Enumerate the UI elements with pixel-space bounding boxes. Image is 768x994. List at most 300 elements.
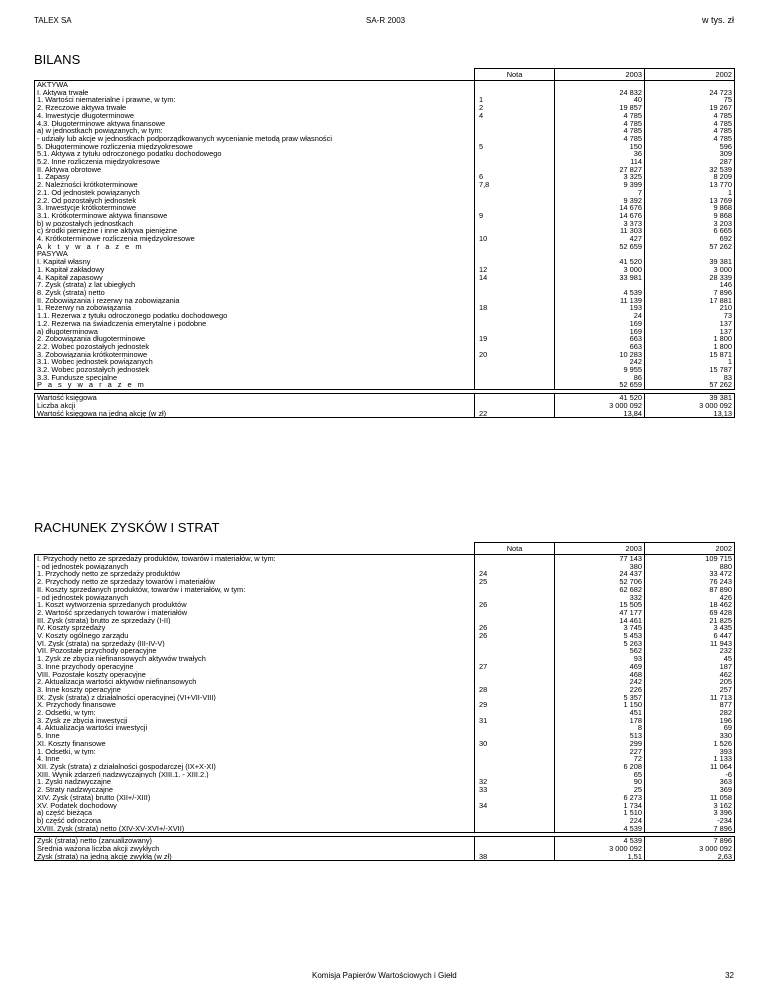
unit-label: w tys. zł — [701, 15, 734, 25]
row-value-previous — [645, 250, 735, 258]
row-value-current: 513 — [555, 732, 645, 740]
row-value-previous: 232 — [645, 647, 735, 655]
row-note: 26 — [475, 632, 555, 640]
row-value-current: 3 000 092 — [555, 845, 645, 853]
row-value-current: 25 — [555, 786, 645, 794]
row-value-current: 224 — [555, 817, 645, 825]
row-note: 33 — [475, 786, 555, 794]
row-value-current: 468 — [555, 671, 645, 679]
table-row — [35, 763, 735, 771]
row-label: 3. Inwestycje krótkoterminowe — [35, 204, 475, 212]
row-value-previous: 426 — [645, 594, 735, 602]
table-row — [35, 786, 735, 794]
row-note — [475, 817, 555, 825]
row-value-current: 332 — [555, 594, 645, 602]
row-value-current: 4 785 — [555, 112, 645, 120]
row-value-previous: 1 133 — [645, 755, 735, 763]
row-value-current: 1 510 — [555, 809, 645, 817]
table-row — [35, 771, 735, 779]
row-note: 19 — [475, 335, 555, 343]
row-label: 2.1. Od jednostek powiązanych — [35, 189, 475, 197]
table-row — [35, 817, 735, 825]
row-value-current: 40 — [555, 96, 645, 104]
row-value-current: 4 785 — [555, 127, 645, 135]
row-note — [475, 825, 555, 833]
row-value-current: 41 520 — [555, 394, 645, 402]
row-note: 1 — [475, 96, 555, 104]
row-value-current: 227 — [555, 748, 645, 756]
row-note: 34 — [475, 802, 555, 810]
row-value-previous: 330 — [645, 732, 735, 740]
row-value-previous: 15 787 — [645, 366, 735, 374]
row-label: b) część odroczona — [35, 817, 475, 825]
table-row — [35, 158, 735, 166]
row-value-current: 380 — [555, 563, 645, 571]
row-note — [475, 127, 555, 135]
row-label: IV. Koszty sprzedaży — [35, 624, 475, 632]
table-row — [35, 570, 735, 578]
row-label: 2. Aktualizacja wartości aktywów niefinansowych — [35, 678, 475, 686]
row-note — [475, 135, 555, 143]
row-value-current: 469 — [555, 663, 645, 671]
table-row — [35, 778, 735, 786]
row-value-previous: 3 162 — [645, 802, 735, 810]
row-value-current: 663 — [555, 343, 645, 351]
row-label: 4. Inne — [35, 755, 475, 763]
row-note — [475, 647, 555, 655]
row-value-previous: 39 381 — [645, 394, 735, 402]
row-value-current: 27 827 — [555, 166, 645, 174]
table-row — [35, 671, 735, 679]
row-value-current: 33 981 — [555, 274, 645, 282]
row-label: 4. Inwestycje długoterminowe — [35, 112, 475, 120]
row-note: 5 — [475, 143, 555, 151]
row-value-previous: 4 785 — [645, 127, 735, 135]
row-note — [475, 763, 555, 771]
row-note — [475, 771, 555, 779]
row-note — [475, 243, 555, 251]
row-label: a) długoterminowa — [35, 328, 475, 336]
row-value-current: 9 392 — [555, 197, 645, 205]
row-value-current: 93 — [555, 655, 645, 663]
table-row — [35, 601, 735, 609]
row-note — [475, 563, 555, 571]
table-row — [35, 732, 735, 740]
table-row — [35, 366, 735, 374]
row-note: 10 — [475, 235, 555, 243]
row-value-previous — [645, 81, 735, 89]
row-note: 32 — [475, 778, 555, 786]
row-label: 1. Wartości niematerialne i prawne, w tym: — [35, 96, 475, 104]
row-note: 14 — [475, 274, 555, 282]
row-value-current: 226 — [555, 686, 645, 694]
table-row — [35, 394, 735, 402]
row-value-current: 4 539 — [555, 289, 645, 297]
row-value-current: 10 283 — [555, 351, 645, 359]
row-note — [475, 150, 555, 158]
row-label: VI. Zysk (strata) na sprzedaży (III-IV-V) — [35, 640, 475, 648]
row-value-current: 4 785 — [555, 135, 645, 143]
row-value-current: 52 706 — [555, 578, 645, 586]
row-value-current: 169 — [555, 320, 645, 328]
column-header-row — [35, 69, 735, 81]
row-value-previous: 4 785 — [645, 135, 735, 143]
row-label: 2. Wartość sprzedanych towarów i materiałów — [35, 609, 475, 617]
row-note: 18 — [475, 304, 555, 312]
row-note: 4 — [475, 112, 555, 120]
row-label: 4. Aktualizacja wartości inwestycji — [35, 724, 475, 732]
row-note: 24 — [475, 570, 555, 578]
row-value-previous: 3 435 — [645, 624, 735, 632]
row-value-previous: 11 058 — [645, 794, 735, 802]
row-note — [475, 555, 555, 563]
table-row — [35, 663, 735, 671]
row-value-previous: 3 396 — [645, 809, 735, 817]
row-value-current: 11 139 — [555, 297, 645, 305]
row-value-previous: 187 — [645, 663, 735, 671]
row-note — [475, 358, 555, 366]
row-label: 1.2. Rezerwa na świadczenia emerytalne i podobne — [35, 320, 475, 328]
row-label: b) w pozostałych jednostkach — [35, 220, 475, 228]
table-row — [35, 343, 735, 351]
row-note — [475, 809, 555, 817]
row-value-current: 451 — [555, 709, 645, 717]
row-note — [475, 755, 555, 763]
row-value-current: 242 — [555, 678, 645, 686]
row-label: 1. Odsetki, w tym: — [35, 748, 475, 756]
table-row — [35, 351, 735, 359]
column-header-year-previous: 2002 — [645, 69, 735, 81]
row-note: 20 — [475, 351, 555, 359]
row-note: 27 — [475, 663, 555, 671]
table-row — [35, 647, 735, 655]
row-value-current: 5 263 — [555, 640, 645, 648]
row-value-current: 41 520 — [555, 258, 645, 266]
table-row — [35, 127, 735, 135]
table-row — [35, 297, 735, 305]
row-value-current: 11 303 — [555, 227, 645, 235]
row-note — [475, 732, 555, 740]
row-value-current: 77 143 — [555, 555, 645, 563]
table-row — [35, 281, 735, 289]
row-value-current: 5 453 — [555, 632, 645, 640]
table-row — [35, 220, 735, 228]
row-value-previous: 9 868 — [645, 204, 735, 212]
column-header-row — [35, 543, 735, 555]
bilans-table — [34, 68, 735, 418]
column-header-year-current: 2003 — [555, 69, 645, 81]
table-row — [35, 112, 735, 120]
row-note — [475, 120, 555, 128]
row-value-current: 1,51 — [555, 853, 645, 861]
row-note: 2 — [475, 104, 555, 112]
row-value-current: 9 955 — [555, 366, 645, 374]
row-label: 5. Inne — [35, 732, 475, 740]
row-note — [475, 394, 555, 402]
row-value-previous: 39 381 — [645, 258, 735, 266]
row-note — [475, 320, 555, 328]
row-label: III. Zysk (strata) brutto ze sprzedaży (I-II) — [35, 617, 475, 625]
table-row — [35, 374, 735, 382]
table-row — [35, 312, 735, 320]
table-row — [35, 794, 735, 802]
row-note — [475, 312, 555, 320]
column-header-nota: Nota — [475, 543, 555, 555]
row-value-previous: 137 — [645, 328, 735, 336]
row-value-current: 14 461 — [555, 617, 645, 625]
row-note — [475, 794, 555, 802]
row-value-previous: 462 — [645, 671, 735, 679]
row-value-current: 3 325 — [555, 173, 645, 181]
rzis-title: RACHUNEK ZYSKÓW I STRAT — [34, 520, 220, 535]
row-label: 3. Zysk ze zbycia inwestycji — [35, 717, 475, 725]
row-label: 1.1. Rezerwa z tytułu odroczonego podatku dochodowego — [35, 312, 475, 320]
page-number: 32 — [725, 971, 734, 980]
row-value-previous: 33 472 — [645, 570, 735, 578]
table-row — [35, 204, 735, 212]
row-value-current: 4 539 — [555, 837, 645, 845]
row-value-current: 14 676 — [555, 212, 645, 220]
row-label: 7. Zysk (strata) z lat ubiegłych — [35, 281, 475, 289]
row-note — [475, 328, 555, 336]
row-label: 2. Zobowiązania długoterminowe — [35, 335, 475, 343]
row-label: I. Aktywa trwałe — [35, 89, 475, 97]
table-row — [35, 755, 735, 763]
row-value-previous: 205 — [645, 678, 735, 686]
row-label: 3. Inne przychody operacyjne — [35, 663, 475, 671]
table-row — [35, 243, 735, 251]
row-note — [475, 678, 555, 686]
row-note — [475, 837, 555, 845]
table-row — [35, 258, 735, 266]
row-value-previous: 137 — [645, 320, 735, 328]
row-value-previous: 57 262 — [645, 243, 735, 251]
table-row — [35, 594, 735, 602]
row-value-previous: 210 — [645, 304, 735, 312]
row-note — [475, 586, 555, 594]
row-value-previous: 6 665 — [645, 227, 735, 235]
row-label: I. Przychody netto ze sprzedaży produktów, towarów i materiałów, w tym: — [35, 555, 475, 563]
table-row — [35, 96, 735, 104]
table-row — [35, 640, 735, 648]
row-note — [475, 374, 555, 382]
row-value-current: 178 — [555, 717, 645, 725]
row-note: 31 — [475, 717, 555, 725]
row-label: XV. Podatek dochodowy — [35, 802, 475, 810]
row-label: a) w jednostkach powiązanych, w tym: — [35, 127, 475, 135]
row-value-current: 19 857 — [555, 104, 645, 112]
row-note — [475, 617, 555, 625]
row-value-current: 663 — [555, 335, 645, 343]
report-id: SA-R 2003 — [366, 16, 406, 25]
row-value-previous: 3 000 — [645, 266, 735, 274]
row-value-previous: 11 943 — [645, 640, 735, 648]
row-value-previous: 69 — [645, 724, 735, 732]
row-value-current: 562 — [555, 647, 645, 655]
row-label: XIV. Zysk (strata) brutto (XII+/-XIII) — [35, 794, 475, 802]
table-row — [35, 381, 735, 389]
row-note: 26 — [475, 624, 555, 632]
row-value-previous: 1 800 — [645, 335, 735, 343]
row-note — [475, 89, 555, 97]
table-row — [35, 104, 735, 112]
row-value-previous: 880 — [645, 563, 735, 571]
row-note — [475, 694, 555, 702]
row-value-previous: 1 — [645, 358, 735, 366]
row-value-previous: 21 825 — [645, 617, 735, 625]
row-value-previous: 13,13 — [645, 410, 735, 418]
table-row — [35, 724, 735, 732]
table-row — [35, 748, 735, 756]
table-row — [35, 189, 735, 197]
row-value-current: 150 — [555, 143, 645, 151]
row-value-current: 5 357 — [555, 694, 645, 702]
row-value-previous: 7 896 — [645, 837, 735, 845]
table-row — [35, 694, 735, 702]
row-label: II. Aktywa obrotowe — [35, 166, 475, 174]
table-row — [35, 320, 735, 328]
table-row — [35, 250, 735, 258]
row-label: II. Koszty sprzedanych produktów, towarów i materiałów, w tym: — [35, 586, 475, 594]
row-value-current: 65 — [555, 771, 645, 779]
row-note — [475, 289, 555, 297]
row-value-previous: 17 881 — [645, 297, 735, 305]
row-note — [475, 609, 555, 617]
row-value-previous: 3 203 — [645, 220, 735, 228]
row-value-current: 13,84 — [555, 410, 645, 418]
row-label: XIII. Wynik zdarzeń nadzwyczajnych (XIII.1. - XIII.2.) — [35, 771, 475, 779]
table-row — [35, 289, 735, 297]
row-value-previous: 57 262 — [645, 381, 735, 389]
row-value-current: 4 539 — [555, 825, 645, 833]
table-row — [35, 120, 735, 128]
row-value-previous: 4 785 — [645, 112, 735, 120]
table-row — [35, 328, 735, 336]
table-row — [35, 701, 735, 709]
row-value-previous: 309 — [645, 150, 735, 158]
row-value-previous: 692 — [645, 235, 735, 243]
row-value-current: 52 659 — [555, 381, 645, 389]
row-value-current: 427 — [555, 235, 645, 243]
row-label: 1. Koszt wytworzenia sprzedanych produktów — [35, 601, 475, 609]
row-label: 8. Zysk (strata) netto — [35, 289, 475, 297]
table-row — [35, 335, 735, 343]
row-note — [475, 655, 555, 663]
row-value-previous: 11 713 — [645, 694, 735, 702]
row-value-current: 72 — [555, 755, 645, 763]
row-value-current: 62 682 — [555, 586, 645, 594]
row-value-previous: 2,63 — [645, 853, 735, 861]
row-label: 3.2. Wobec pozostałych jednostek — [35, 366, 475, 374]
row-value-previous: 6 447 — [645, 632, 735, 640]
row-note — [475, 158, 555, 166]
row-value-current: 14 676 — [555, 204, 645, 212]
row-note — [475, 281, 555, 289]
table-row — [35, 624, 735, 632]
row-label: a) część bieżąca — [35, 809, 475, 817]
row-value-current: 36 — [555, 150, 645, 158]
row-value-previous: 76 243 — [645, 578, 735, 586]
row-value-current: 3 000 092 — [555, 402, 645, 410]
row-value-previous: 13 770 — [645, 181, 735, 189]
row-label: c) środki pieniężne i inne aktywa pieniężne — [35, 227, 475, 235]
table-row — [35, 609, 735, 617]
row-label: 3.1. Wobec jednostek powiązanych — [35, 358, 475, 366]
table-row — [35, 197, 735, 205]
row-label: AKTYWA — [35, 81, 475, 89]
row-note — [475, 845, 555, 853]
row-value-previous: 73 — [645, 312, 735, 320]
row-label: Zysk (strata) netto (zanualizowany) — [35, 837, 475, 845]
row-label: VII. Pozostałe przychody operacyjne — [35, 647, 475, 655]
row-label: XII. Zysk (strata) z działalności gospodarczej (IX+X-XI) — [35, 763, 475, 771]
table-row — [35, 410, 735, 418]
row-label: 4.3. Długoterminowe aktywa finansowe — [35, 120, 475, 128]
row-value-previous: 32 539 — [645, 166, 735, 174]
table-row — [35, 717, 735, 725]
row-value-previous: 9 868 — [645, 212, 735, 220]
row-value-previous: 75 — [645, 96, 735, 104]
row-note — [475, 189, 555, 197]
row-value-current: 6 273 — [555, 794, 645, 802]
row-label: 1. Przychody netto ze sprzedaży produktów — [35, 570, 475, 578]
table-row — [35, 135, 735, 143]
row-value-current: 9 399 — [555, 181, 645, 189]
table-row — [35, 143, 735, 151]
row-label: V. Koszty ogólnego zarządu — [35, 632, 475, 640]
row-label: VIII. Pozostałe koszty operacyjne — [35, 671, 475, 679]
row-label: 3.1. Krótkoterminowe aktywa finansowe — [35, 212, 475, 220]
table-row — [35, 81, 735, 89]
row-note — [475, 402, 555, 410]
row-label: - udziały lub akcje w jednostkach podporządkowanych wycenianie metodą praw własności — [35, 135, 475, 143]
row-note: 9 — [475, 212, 555, 220]
row-note — [475, 640, 555, 648]
row-note — [475, 250, 555, 258]
row-value-previous: 146 — [645, 281, 735, 289]
row-note — [475, 724, 555, 732]
row-label: I. Kapitał własny — [35, 258, 475, 266]
row-value-previous: 3 000 092 — [645, 845, 735, 853]
table-row — [35, 181, 735, 189]
row-value-previous: 282 — [645, 709, 735, 717]
row-label: X. Przychody finansowe — [35, 701, 475, 709]
row-value-previous: 87 890 — [645, 586, 735, 594]
row-value-current: 8 — [555, 724, 645, 732]
row-value-current: 90 — [555, 778, 645, 786]
row-value-previous: 19 267 — [645, 104, 735, 112]
column-header-year-current: 2003 — [555, 543, 645, 555]
table-row — [35, 655, 735, 663]
row-value-previous: -6 — [645, 771, 735, 779]
row-value-previous: 83 — [645, 374, 735, 382]
row-label: 1. Rezerwy na zobowiązania — [35, 304, 475, 312]
row-note — [475, 343, 555, 351]
table-row — [35, 555, 735, 563]
table-row — [35, 837, 735, 845]
table-row — [35, 563, 735, 571]
table-row — [35, 166, 735, 174]
row-label: 4. Krótkoterminowe rozliczenia międzyokresowe — [35, 235, 475, 243]
row-note: 29 — [475, 701, 555, 709]
row-label: 4. Kapitał zapasowy — [35, 274, 475, 282]
row-note — [475, 366, 555, 374]
row-value-previous: 877 — [645, 701, 735, 709]
row-label: Wartość księgowa — [35, 394, 475, 402]
row-value-current: 6 208 — [555, 763, 645, 771]
table-row — [35, 632, 735, 640]
row-label: Średnia ważona liczba akcji zwykłych — [35, 845, 475, 853]
